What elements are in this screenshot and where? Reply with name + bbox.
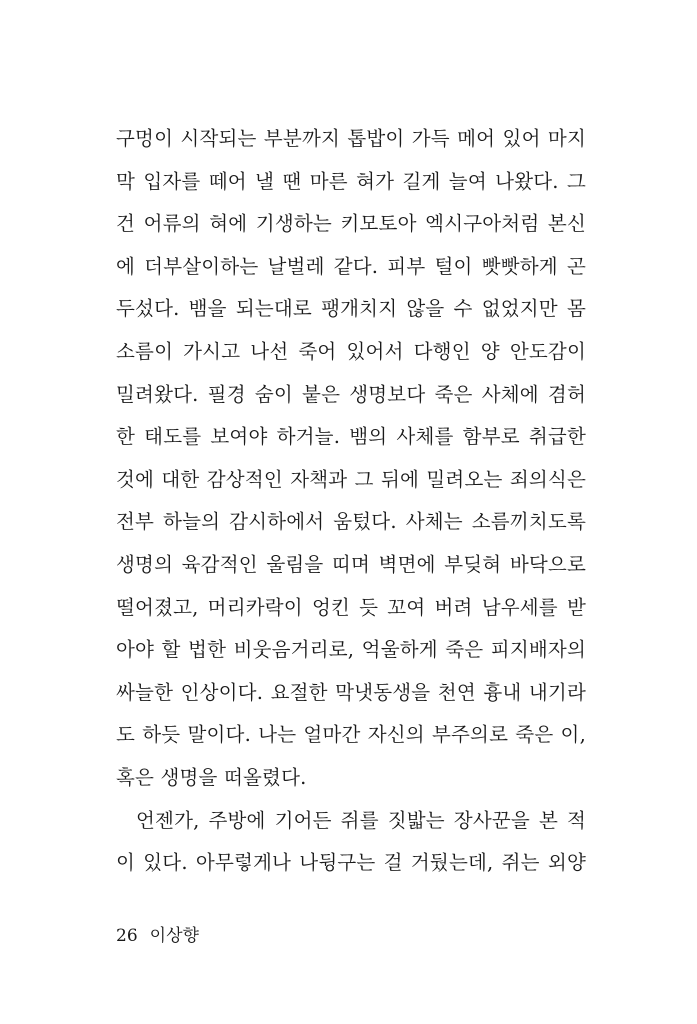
- text-line: 밀려왔다. 필경 숨이 붙은 생명보다 죽은 사체에 겸허: [116, 382, 586, 406]
- text-line: 건 어류의 혀에 기생하는 키모토아 엑시구아처럼 본신: [116, 212, 586, 236]
- text-line-paragraph-start: 언젠가, 주방에 기어든 쥐를 짓밟는 장사꾼을 본 적: [136, 808, 586, 832]
- text-line: 이 있다. 아무렇게나 나뒹구는 걸 거뒀는데, 쥐는 외양: [116, 851, 586, 875]
- text-line: 떨어졌고, 머리카락이 엉킨 듯 꼬여 버려 남우세를 받: [116, 595, 586, 619]
- body-text: [116, 118, 586, 885]
- text-line: 싸늘한 인상이다. 요절한 막냇동생을 천연 흉내 내기라: [116, 680, 586, 704]
- page-number: 26: [116, 926, 138, 946]
- text-line: 막 입자를 떼어 낼 땐 마른 혀가 길게 늘여 나왔다. 그: [116, 169, 586, 193]
- text-line: 두섰다. 뱀을 되는대로 팽개치지 않을 수 없었지만 몸: [116, 297, 586, 321]
- page-footer: [116, 924, 199, 948]
- running-title: 이상향: [149, 926, 199, 946]
- text-line-paragraph-end: 혹은 생명을 떠올렸다.: [116, 765, 307, 789]
- text-line: 한 태도를 보여야 하거늘. 뱀의 사체를 함부로 취급한: [116, 425, 586, 449]
- text-line: 도 하듯 말이다. 나는 얼마간 자신의 부주의로 죽은 이,: [116, 723, 586, 747]
- text-line: 생명의 육감적인 울림을 띠며 벽면에 부딪혀 바닥으로: [116, 552, 586, 576]
- text-line: 것에 대한 감상적인 자책과 그 뒤에 밀려오는 죄의식은: [116, 467, 586, 491]
- text-line: 아야 할 법한 비웃음거리로, 억울하게 죽은 피지배자의: [116, 638, 586, 662]
- text-line: 전부 하늘의 감시하에서 움텄다. 사체는 소름끼치도록: [116, 510, 586, 534]
- text-line: 소름이 가시고 나선 죽어 있어서 다행인 양 안도감이: [116, 339, 586, 363]
- text-line: 구멍이 시작되는 부분까지 톱밥이 가득 메어 있어 마지: [116, 127, 586, 150]
- text-line: 에 더부살이하는 날벌레 같다. 피부 털이 빳빳하게 곤: [116, 254, 586, 278]
